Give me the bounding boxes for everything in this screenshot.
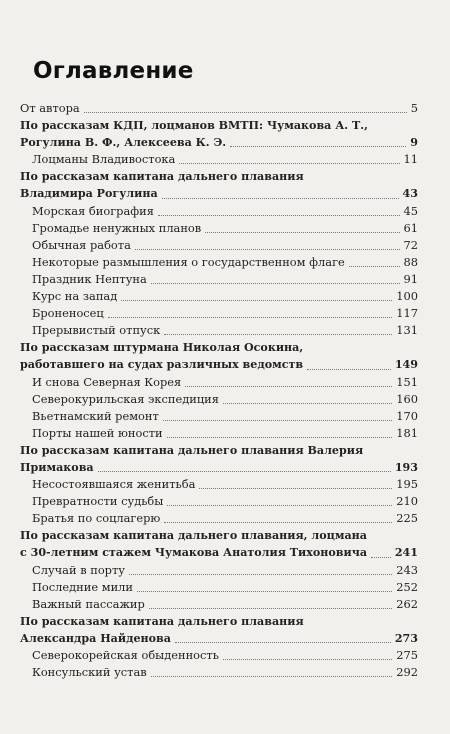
dot-leader — [167, 437, 393, 438]
table-of-contents — [20, 100, 418, 681]
toc-page-number: 210 — [396, 494, 418, 509]
dot-leader — [199, 488, 392, 489]
toc-section-entry — [20, 459, 418, 476]
toc-section-entry — [20, 339, 418, 356]
toc-entry-title: Владимира Рогулина — [20, 187, 158, 201]
toc-entry — [20, 408, 418, 425]
toc-section-entry — [20, 630, 418, 647]
dot-leader — [151, 283, 400, 284]
dot-leader — [349, 266, 400, 267]
toc-entry-title: Важный пассажир — [32, 596, 145, 611]
toc-section-entry — [20, 544, 418, 561]
toc-entry-title: Морская биография — [32, 203, 154, 218]
dot-leader — [149, 608, 392, 609]
toc-entry — [20, 579, 418, 596]
dot-leader — [129, 574, 392, 575]
dot-leader — [121, 300, 392, 301]
toc-entry-title: Северокорейская обыденность — [32, 648, 219, 662]
toc-page-number: 292 — [396, 665, 418, 680]
toc-section-entry — [20, 356, 418, 373]
dot-leader — [307, 369, 391, 370]
toc-page-number: 170 — [396, 408, 418, 423]
toc-page-number: 225 — [396, 511, 418, 526]
toc-entry-title: По рассказам капитана дальнего плавания, лоцмана — [20, 529, 367, 543]
toc-page-number: 195 — [396, 477, 418, 492]
toc-entry-title: Громадье ненужных планов — [32, 220, 202, 235]
toc-entry-title: Курс на запад — [32, 289, 118, 304]
toc-entry — [20, 562, 418, 579]
dot-leader — [135, 249, 400, 250]
toc-entry — [20, 664, 418, 681]
dot-leader — [163, 420, 392, 421]
toc-entry — [20, 647, 418, 664]
toc-page-number: 262 — [396, 596, 418, 611]
toc-page-number: 252 — [396, 579, 418, 594]
dot-leader — [164, 522, 392, 523]
toc-entry-title: Праздник Нептуна — [32, 271, 147, 286]
dot-leader — [151, 676, 393, 677]
toc-page-number: 241 — [394, 546, 418, 560]
toc-page-number: 181 — [396, 425, 418, 440]
page-title: Оглавление — [33, 58, 194, 84]
toc-section-entry — [20, 185, 418, 202]
toc-entry-title: От автора — [20, 101, 80, 115]
toc-entry-title: Превратности судьбы — [32, 494, 164, 509]
toc-page-number: 72 — [403, 237, 418, 252]
toc-page-number: 273 — [394, 631, 418, 645]
toc-entry — [20, 151, 418, 168]
toc-section-entry — [20, 168, 418, 185]
toc-entry — [20, 510, 418, 527]
toc-entry-title: По рассказам КДП, лоцманов ВМТП: Чумакова А. Т., — [20, 119, 368, 133]
toc-entry-title: Лоцманы Владивостока — [32, 152, 176, 167]
toc-page-number: 45 — [403, 203, 418, 218]
toc-entry-title: Случай в порту — [32, 562, 125, 577]
toc-entry-title: Примакова — [20, 460, 94, 474]
toc-page-number: 160 — [396, 391, 418, 406]
toc-page-number: 91 — [403, 271, 418, 286]
toc-entry-title: Консульский устав — [32, 665, 147, 680]
dot-leader — [84, 112, 407, 113]
dot-leader — [230, 146, 406, 147]
toc-page-number: 5 — [410, 101, 418, 115]
toc-page-number: 131 — [396, 323, 418, 338]
dot-leader — [205, 232, 399, 233]
toc-section-entry — [20, 527, 418, 544]
toc-page-number: 243 — [396, 562, 418, 577]
toc-entry-title: По рассказам капитана дальнего плавания Валерия — [20, 443, 364, 457]
toc-entry-title: И снова Северная Корея — [32, 374, 182, 389]
toc-page-number: 61 — [403, 220, 418, 235]
toc-entry-title: Прерывистый отпуск — [32, 323, 161, 338]
dot-leader — [137, 591, 392, 592]
toc-entry-title: с 30-летним стажем Чумакова Анатолия Тихоновича — [20, 546, 368, 560]
dot-leader — [185, 386, 392, 387]
toc-entry-title: Несостоявшаяся женитьба — [32, 477, 196, 492]
toc-section-entry — [20, 117, 418, 134]
toc-page-number: 11 — [403, 152, 418, 167]
toc-entry — [20, 100, 418, 117]
toc-entry-title: Рогулина В. Ф., Алексеева К. Э. — [20, 136, 227, 150]
toc-entry-title: Последние мили — [32, 579, 133, 594]
dot-leader — [108, 317, 393, 318]
toc-entry — [20, 305, 418, 322]
dot-leader — [371, 557, 391, 558]
toc-entry-title: По рассказам капитана дальнего плавания — [20, 170, 304, 184]
toc-entry-title: Порты нашей юности — [32, 425, 163, 440]
toc-section-entry — [20, 442, 418, 459]
toc-page-number: 151 — [396, 374, 418, 389]
dot-leader — [98, 471, 391, 472]
dot-leader — [162, 198, 399, 199]
toc-entry-title: Обычная работа — [32, 237, 131, 252]
toc-entry — [20, 203, 418, 220]
toc-entry — [20, 271, 418, 288]
toc-section-entry — [20, 134, 418, 151]
toc-entry-title: Броненосец — [32, 306, 104, 321]
toc-entry — [20, 220, 418, 237]
toc-page-number: 275 — [396, 648, 418, 662]
toc-page-number: 100 — [396, 289, 418, 304]
toc-entry-title: Александра Найденова — [20, 631, 171, 645]
dot-leader — [164, 334, 392, 335]
toc-page-number: 149 — [394, 358, 418, 372]
dot-leader — [223, 659, 392, 660]
toc-entry — [20, 374, 418, 391]
toc-entry — [20, 425, 418, 442]
dot-leader — [167, 505, 392, 506]
toc-entry — [20, 493, 418, 510]
toc-page-number: 43 — [402, 187, 418, 201]
toc-entry — [20, 288, 418, 305]
toc-entry-title: работавшего на судах различных ведомств — [20, 358, 304, 372]
dot-leader — [223, 403, 392, 404]
dot-leader — [158, 215, 400, 216]
toc-entry-title: Некоторые размышления о государственном флаге — [32, 254, 345, 269]
toc-section-entry — [20, 613, 418, 630]
toc-entry — [20, 476, 418, 493]
dot-leader — [175, 642, 391, 643]
toc-entry — [20, 596, 418, 613]
toc-page-number: 9 — [410, 136, 418, 150]
toc-page-number: 117 — [396, 306, 418, 321]
toc-entry — [20, 254, 418, 271]
toc-page-number: 88 — [403, 254, 418, 269]
toc-entry-title: По рассказам капитана дальнего плавания — [20, 614, 304, 628]
toc-entry — [20, 391, 418, 408]
toc-entry-title: Северокурильская экспедиция — [32, 391, 219, 406]
toc-entry — [20, 322, 418, 339]
toc-entry — [20, 237, 418, 254]
dot-leader — [179, 163, 399, 164]
toc-page-number: 193 — [394, 460, 418, 474]
toc-entry-title: Братья по соцлагерю — [32, 511, 161, 526]
toc-entry-title: По рассказам штурмана Николая Осокина, — [20, 341, 304, 355]
toc-entry-title: Вьетнамский ремонт — [32, 408, 159, 423]
